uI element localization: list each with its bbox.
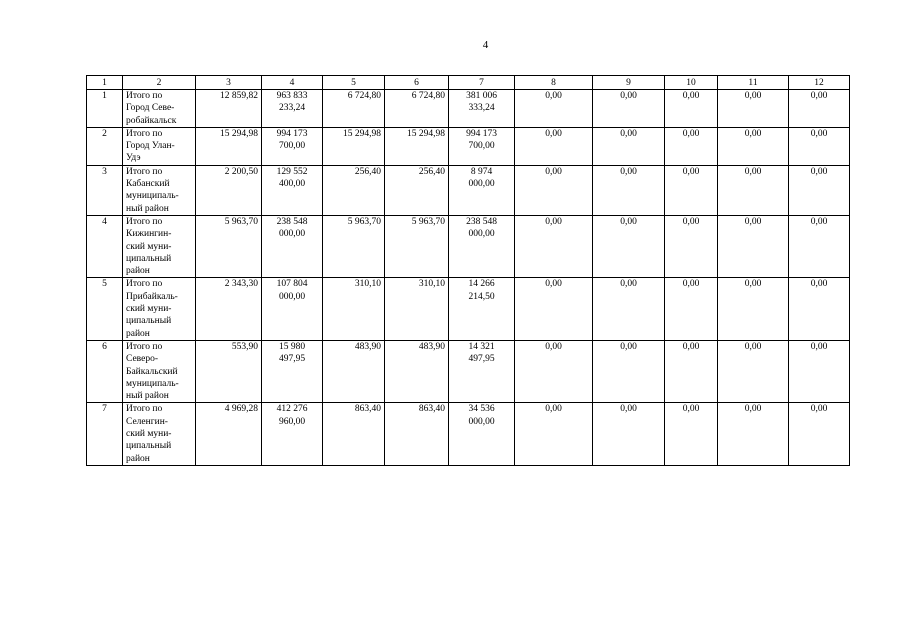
column-header: 1 — [87, 76, 123, 90]
cell-c9: 0,00 — [593, 90, 665, 128]
cell-col-4 — [262, 340, 323, 402]
cell-c8: 0,00 — [515, 127, 593, 165]
cell-line: район — [126, 328, 150, 339]
cell-line: 963 833 — [276, 91, 308, 101]
cell-col-5: 6 724,80 — [323, 90, 385, 128]
cell-col-4 — [262, 90, 323, 128]
cell-line: ский муни- — [126, 241, 172, 252]
column-header: 6 — [385, 76, 449, 90]
cell-c10: 0,00 — [665, 165, 718, 215]
cell-col-7 — [449, 90, 515, 128]
cell-c11: 0,00 — [718, 340, 789, 402]
cell-line: 700,00 — [468, 141, 495, 152]
row-number: 7 — [87, 403, 123, 465]
cell-line: район — [126, 266, 150, 277]
cell-line: Итого по — [126, 91, 163, 101]
data-table — [86, 75, 850, 466]
cell-col-3: 15 294,98 — [196, 127, 262, 165]
cell-col-6: 483,90 — [385, 340, 449, 402]
cell-col-4 — [262, 215, 323, 277]
cell-line: муниципаль- — [126, 191, 179, 202]
cell-c11: 0,00 — [718, 127, 789, 165]
cell-line: муниципаль- — [126, 378, 179, 389]
cell-line: 000,00 — [468, 229, 495, 240]
cell-col-5: 15 294,98 — [323, 127, 385, 165]
cell-col-4 — [262, 165, 323, 215]
cell-col-3: 12 859,82 — [196, 90, 262, 128]
cell-c10: 0,00 — [665, 215, 718, 277]
cell-c12: 0,00 — [789, 215, 850, 277]
cell-col-7 — [449, 278, 515, 340]
cell-col-7 — [449, 165, 515, 215]
cell-c12: 0,00 — [789, 403, 850, 465]
cell-line: 14 266 — [468, 279, 495, 290]
cell-line: 233,24 — [278, 103, 306, 114]
cell-c10: 0,00 — [665, 403, 718, 465]
cell-line: Удэ — [126, 153, 141, 164]
cell-line: ский муни- — [126, 304, 172, 315]
cell-c8: 0,00 — [515, 403, 593, 465]
table-row — [87, 90, 850, 128]
cell-line: 000,00 — [468, 179, 495, 190]
cell-line: 34 536 — [468, 404, 495, 415]
row-name — [123, 127, 196, 165]
cell-line: 129 552 — [276, 166, 308, 177]
cell-line: Байкальский — [126, 366, 178, 377]
cell-line: 333,24 — [468, 103, 495, 114]
cell-line: 000,00 — [278, 229, 306, 240]
cell-c12: 0,00 — [789, 90, 850, 128]
cell-line: Итого по — [126, 128, 163, 139]
cell-line: Итого по — [126, 404, 163, 415]
cell-line: ципальный — [126, 316, 172, 327]
cell-col-7 — [449, 127, 515, 165]
cell-line: 497,95 — [468, 354, 495, 365]
cell-col-3: 4 969,28 — [196, 403, 262, 465]
cell-col-7 — [449, 215, 515, 277]
row-number: 5 — [87, 278, 123, 340]
column-header: 5 — [323, 76, 385, 90]
cell-c12: 0,00 — [789, 165, 850, 215]
cell-col-5: 863,40 — [323, 403, 385, 465]
cell-c10: 0,00 — [665, 278, 718, 340]
cell-line: ный район — [126, 391, 169, 402]
column-header: 4 — [262, 76, 323, 90]
cell-col-6: 15 294,98 — [385, 127, 449, 165]
cell-col-3: 2 200,50 — [196, 165, 262, 215]
row-number: 3 — [87, 165, 123, 215]
row-name — [123, 278, 196, 340]
cell-col-3: 2 343,30 — [196, 278, 262, 340]
cell-line: 15 980 — [278, 341, 306, 352]
cell-line: Прибайкаль- — [126, 291, 178, 302]
cell-c8: 0,00 — [515, 165, 593, 215]
cell-line: ципальный — [126, 253, 172, 264]
cell-line: 381 006 — [466, 91, 497, 101]
cell-line: 000,00 — [468, 416, 495, 427]
cell-c9: 0,00 — [593, 340, 665, 402]
cell-c8: 0,00 — [515, 340, 593, 402]
row-name — [123, 215, 196, 277]
page-number: 4 — [482, 39, 489, 51]
cell-line: 400,00 — [278, 179, 306, 190]
cell-c11: 0,00 — [718, 90, 789, 128]
row-number: 1 — [87, 90, 123, 128]
cell-col-7 — [449, 403, 515, 465]
cell-c12: 0,00 — [789, 127, 850, 165]
column-header: 8 — [515, 76, 593, 90]
row-name — [123, 165, 196, 215]
cell-line: Итого по — [126, 166, 163, 177]
cell-line: Северо- — [126, 354, 158, 365]
cell-c8: 0,00 — [515, 215, 593, 277]
row-number: 2 — [87, 127, 123, 165]
cell-col-6: 256,40 — [385, 165, 449, 215]
column-header: 11 — [718, 76, 789, 90]
table-row — [87, 165, 850, 215]
cell-c9: 0,00 — [593, 215, 665, 277]
cell-line: 960,00 — [278, 416, 306, 427]
column-header: 9 — [593, 76, 665, 90]
cell-col-6: 310,10 — [385, 278, 449, 340]
row-name — [123, 403, 196, 465]
cell-col-5: 483,90 — [323, 340, 385, 402]
cell-col-7 — [449, 340, 515, 402]
cell-line: Город Севе- — [126, 103, 175, 114]
cell-line: 000,00 — [278, 291, 306, 302]
cell-line: Кижингин- — [126, 229, 172, 240]
cell-line: Город Улан- — [126, 141, 175, 152]
row-name — [123, 340, 196, 402]
cell-col-5: 5 963,70 — [323, 215, 385, 277]
cell-line: 994 173 — [466, 128, 497, 139]
cell-line: ципальный — [126, 441, 172, 452]
cell-line: Кабанский — [126, 179, 170, 190]
cell-col-6: 5 963,70 — [385, 215, 449, 277]
column-header: 7 — [449, 76, 515, 90]
table-row — [87, 403, 850, 465]
cell-c8: 0,00 — [515, 278, 593, 340]
cell-c11: 0,00 — [718, 215, 789, 277]
cell-line: Итого по — [126, 216, 163, 227]
cell-col-5: 310,10 — [323, 278, 385, 340]
cell-c12: 0,00 — [789, 278, 850, 340]
row-number: 4 — [87, 215, 123, 277]
table-row — [87, 340, 850, 402]
cell-line: 214,50 — [468, 291, 495, 302]
cell-c8: 0,00 — [515, 90, 593, 128]
column-header: 3 — [196, 76, 262, 90]
cell-c10: 0,00 — [665, 90, 718, 128]
cell-col-4 — [262, 278, 323, 340]
cell-line: Итого по — [126, 341, 163, 352]
cell-col-5: 256,40 — [323, 165, 385, 215]
cell-line: 412 276 — [276, 404, 308, 415]
cell-c11: 0,00 — [718, 403, 789, 465]
cell-line: 994 173 — [276, 128, 308, 139]
cell-c10: 0,00 — [665, 127, 718, 165]
cell-col-4 — [262, 403, 323, 465]
cell-line: ский муни- — [126, 429, 172, 440]
cell-line: Селенгин- — [126, 416, 168, 427]
cell-col-3: 553,90 — [196, 340, 262, 402]
cell-line: район — [126, 453, 150, 464]
cell-line: 107 804 — [276, 279, 308, 290]
cell-c11: 0,00 — [718, 278, 789, 340]
cell-line: робайкальск — [126, 115, 177, 126]
cell-c10: 0,00 — [665, 340, 718, 402]
cell-line: 700,00 — [278, 141, 306, 152]
column-header: 10 — [665, 76, 718, 90]
column-header: 2 — [123, 76, 196, 90]
cell-col-3: 5 963,70 — [196, 215, 262, 277]
cell-line: 238 548 — [466, 216, 497, 227]
row-number: 6 — [87, 340, 123, 402]
cell-line: 238 548 — [276, 216, 308, 227]
cell-col-6: 6 724,80 — [385, 90, 449, 128]
cell-c11: 0,00 — [718, 165, 789, 215]
cell-line: Итого по — [126, 279, 163, 290]
cell-c9: 0,00 — [593, 165, 665, 215]
cell-line: 8 974 — [470, 166, 493, 177]
cell-col-6: 863,40 — [385, 403, 449, 465]
header-row — [87, 76, 850, 90]
cell-line: 497,95 — [278, 354, 306, 365]
cell-c12: 0,00 — [789, 340, 850, 402]
table-row — [87, 127, 850, 165]
cell-c9: 0,00 — [593, 403, 665, 465]
cell-c9: 0,00 — [593, 127, 665, 165]
cell-c9: 0,00 — [593, 278, 665, 340]
table-row — [87, 215, 850, 277]
cell-line: 14 321 — [468, 341, 495, 352]
table-row — [87, 278, 850, 340]
cell-col-4 — [262, 127, 323, 165]
row-name — [123, 90, 196, 128]
column-header: 12 — [789, 76, 850, 90]
cell-line: ный район — [126, 203, 169, 214]
